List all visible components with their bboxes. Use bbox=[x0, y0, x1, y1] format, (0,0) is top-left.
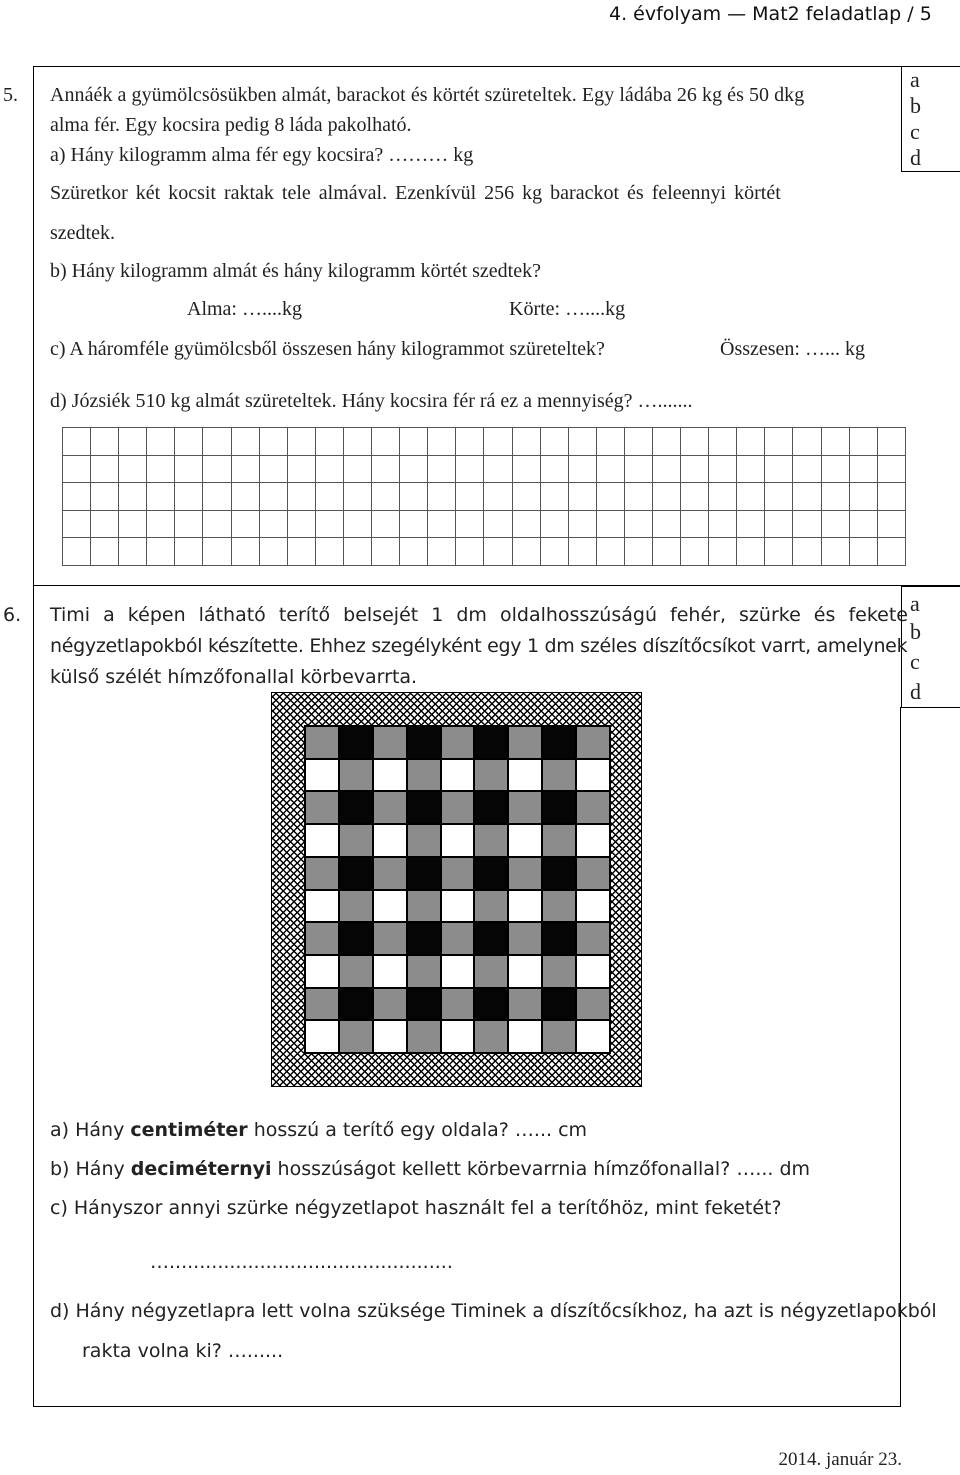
tablecloth-tile-gray bbox=[305, 922, 339, 955]
tablecloth-tile-black bbox=[339, 791, 373, 824]
qb-prefix: b) Hány bbox=[50, 1158, 131, 1180]
tablecloth-tile-gray bbox=[474, 955, 508, 988]
task5-bottom-border bbox=[33, 585, 960, 586]
tablecloth-tile-gray bbox=[474, 1020, 508, 1053]
tablecloth-tile-white bbox=[305, 824, 339, 857]
tablecloth-tile-gray bbox=[508, 857, 542, 890]
tablecloth-tile-gray bbox=[305, 857, 339, 890]
task6-left-border bbox=[33, 586, 34, 1406]
qb-bold: deciméternyi bbox=[130, 1158, 272, 1180]
answer-alma: Alma: …....kg bbox=[187, 298, 302, 320]
tablecloth-tile-black bbox=[542, 857, 576, 890]
tablecloth-tile-gray bbox=[373, 857, 407, 890]
tablecloth-tile-white bbox=[305, 1020, 339, 1053]
tablecloth-tile-white bbox=[508, 1020, 542, 1053]
tablecloth-tile-gray bbox=[441, 922, 475, 955]
tablecloth-tile-black bbox=[542, 791, 576, 824]
grid-row bbox=[63, 483, 906, 511]
tablecloth-tile-gray bbox=[441, 791, 475, 824]
task5-line1: Annáék a gyümölcsösükben almát, barackot és körtét szüreteltek. Egy ládába 26 kg és 50 dkg bbox=[50, 84, 805, 106]
tablecloth-tile-gray bbox=[305, 988, 339, 1021]
qb-suffix: hosszúságot kellett körbevarrnia hímzőfonallal? …... dm bbox=[271, 1158, 811, 1180]
task5-question-d: d) Józsiék 510 kg almát szüreteltek. Hány kocsira fér rá ez a mennyiség? …....... bbox=[50, 390, 693, 412]
tablecloth-tile-white bbox=[373, 759, 407, 792]
tablecloth-tile-black bbox=[407, 857, 441, 890]
tablecloth-inner-grid bbox=[304, 725, 611, 1054]
tablecloth-tile-white bbox=[441, 759, 475, 792]
grid-row bbox=[63, 428, 906, 456]
tablecloth-tile-gray bbox=[508, 922, 542, 955]
tablecloth-tile-black bbox=[339, 726, 373, 759]
tablecloth-tile-white bbox=[441, 955, 475, 988]
tablecloth-tile-gray bbox=[542, 955, 576, 988]
task6-question-d-line2: rakta volna ki? …...... bbox=[82, 1340, 284, 1362]
tablecloth-tile-gray bbox=[373, 922, 407, 955]
tablecloth-tile-gray bbox=[407, 759, 441, 792]
task5-score-box bbox=[901, 66, 960, 172]
tablecloth-tile-white bbox=[305, 890, 339, 923]
tablecloth-tile-white bbox=[305, 955, 339, 988]
tablecloth-tile-black bbox=[542, 922, 576, 955]
tablecloth-tile-black bbox=[474, 922, 508, 955]
grid-row bbox=[63, 510, 906, 538]
score-letter-b: b bbox=[910, 619, 921, 644]
tablecloth-tile-white bbox=[441, 824, 475, 857]
tablecloth-tile-gray bbox=[339, 824, 373, 857]
tablecloth-tile-gray bbox=[508, 988, 542, 1021]
tablecloth-tile-black bbox=[339, 988, 373, 1021]
task6-para-line3: külső szélét hímzőfonallal körbevarrta. bbox=[50, 666, 418, 688]
tablecloth-tile-gray bbox=[339, 1020, 373, 1053]
tablecloth-tile-white bbox=[373, 890, 407, 923]
tablecloth-tile-gray bbox=[542, 890, 576, 923]
tablecloth-tile-black bbox=[542, 988, 576, 1021]
tablecloth-tile-gray bbox=[441, 726, 475, 759]
tablecloth-tile-black bbox=[339, 857, 373, 890]
tablecloth-tile-gray bbox=[339, 955, 373, 988]
task5-question-a: a) Hány kilogramm alma fér egy kocsira? ……… kg bbox=[50, 144, 474, 166]
tablecloth-tile-black bbox=[407, 791, 441, 824]
tablecloth-tile-gray bbox=[407, 890, 441, 923]
tablecloth-tile-gray bbox=[407, 824, 441, 857]
tablecloth-tile-gray bbox=[339, 890, 373, 923]
tablecloth-tile-white bbox=[576, 759, 610, 792]
tablecloth-tile-white bbox=[305, 759, 339, 792]
tablecloth-tile-white bbox=[508, 759, 542, 792]
task6-score-box bbox=[901, 586, 960, 708]
tablecloth-tile-black bbox=[407, 922, 441, 955]
tablecloth-tile-gray bbox=[576, 726, 610, 759]
task5-left-border bbox=[33, 66, 34, 586]
score-letter-c: c bbox=[910, 119, 920, 144]
tablecloth-tile-black bbox=[407, 726, 441, 759]
tablecloth-tile-gray bbox=[441, 988, 475, 1021]
tablecloth-tile-gray bbox=[305, 726, 339, 759]
tablecloth-tile-white bbox=[508, 955, 542, 988]
score-letter-b: b bbox=[910, 93, 921, 118]
tablecloth-tile-gray bbox=[542, 759, 576, 792]
tablecloth-tile-gray bbox=[305, 791, 339, 824]
tablecloth-tile-white bbox=[576, 824, 610, 857]
task6-para-line1: Timi a képen látható terítő belsejét 1 dm oldalhosszúságú fehér, szürke és fekete bbox=[50, 604, 908, 626]
task5-top-border bbox=[33, 66, 960, 67]
tablecloth-tile-black bbox=[474, 791, 508, 824]
score-letter-c: c bbox=[910, 649, 920, 674]
tablecloth-tile-white bbox=[373, 1020, 407, 1053]
tablecloth-tile-gray bbox=[339, 759, 373, 792]
tablecloth-tile-gray bbox=[373, 726, 407, 759]
tablecloth-tile-black bbox=[542, 726, 576, 759]
task6-question-b bbox=[50, 1158, 810, 1180]
tablecloth-tile-white bbox=[441, 890, 475, 923]
task6-number: 6. bbox=[3, 604, 22, 626]
answer-korte: Körte: …....kg bbox=[509, 298, 626, 320]
tablecloth-tile-white bbox=[576, 1020, 610, 1053]
tablecloth-tile-black bbox=[407, 988, 441, 1021]
task5-number: 5. bbox=[3, 84, 18, 106]
tablecloth-tile-white bbox=[508, 824, 542, 857]
task6-question-c: c) Hányszor annyi szürke négyzetlapot használt fel a terítőhöz, mint feketét? bbox=[50, 1197, 782, 1219]
task6-answer-c: …............................................... bbox=[150, 1251, 453, 1273]
task6-question-a bbox=[50, 1119, 587, 1141]
qa-prefix: a) Hány bbox=[50, 1119, 131, 1141]
score-letter-a: a bbox=[910, 67, 920, 92]
tablecloth-tile-gray bbox=[441, 857, 475, 890]
qa-bold: centiméter bbox=[130, 1119, 248, 1141]
task6-para-line2: négyzetlapokból készítette. Ehhez szegélyként egy 1 dm széles díszítőcsíkot varrt, amelynek bbox=[50, 635, 908, 657]
tablecloth-tile-gray bbox=[474, 890, 508, 923]
tablecloth-tile-black bbox=[474, 726, 508, 759]
tablecloth-tile-gray bbox=[576, 988, 610, 1021]
task6-question-d-line1: d) Hány négyzetlapra lett volna szüksége Timinek a díszítőcsíkhoz, ha azt is négyzetlapokból bbox=[50, 1300, 937, 1322]
tablecloth-tile-white bbox=[373, 824, 407, 857]
task5-question-b: b) Hány kilogramm almát és hány kilogramm körtét szedtek? bbox=[50, 260, 541, 282]
task5-line4: szedtek. bbox=[50, 222, 115, 244]
tablecloth-tile-black bbox=[474, 857, 508, 890]
qa-suffix: hosszú a terítő egy oldala? …... cm bbox=[247, 1119, 588, 1141]
score-letter-a: a bbox=[910, 591, 920, 616]
tablecloth-tile-gray bbox=[576, 922, 610, 955]
score-letter-d: d bbox=[910, 145, 921, 170]
answer-osszesen: Összesen: …... kg bbox=[720, 338, 865, 360]
work-grid bbox=[62, 427, 906, 566]
score-letter-d: d bbox=[910, 679, 921, 704]
tablecloth-tile-white bbox=[508, 890, 542, 923]
tablecloth-tile-gray bbox=[474, 824, 508, 857]
tablecloth-tile-gray bbox=[576, 791, 610, 824]
tablecloth-tile-gray bbox=[407, 1020, 441, 1053]
tablecloth-tile-gray bbox=[373, 791, 407, 824]
tablecloth-tile-black bbox=[339, 922, 373, 955]
grid-row bbox=[63, 455, 906, 483]
tablecloth-tile-gray bbox=[508, 726, 542, 759]
tablecloth-tile-white bbox=[576, 890, 610, 923]
tablecloth-tile-gray bbox=[474, 759, 508, 792]
tablecloth-tile-white bbox=[576, 955, 610, 988]
footer-date: 2014. január 23. bbox=[778, 1449, 902, 1470]
tablecloth-tile-gray bbox=[576, 857, 610, 890]
tablecloth-tile-gray bbox=[508, 791, 542, 824]
task5-question-c: c) A háromféle gyümölcsből összesen hány kilogrammot szüreteltek? bbox=[50, 338, 605, 360]
grid-row bbox=[63, 538, 906, 566]
tablecloth-tile-gray bbox=[542, 1020, 576, 1053]
page-header: 4. évfolyam — Mat2 feladatlap / 5 bbox=[609, 3, 932, 25]
tablecloth-tile-black bbox=[474, 988, 508, 1021]
task6-bottom-border bbox=[33, 1406, 901, 1407]
tablecloth-tile-white bbox=[441, 1020, 475, 1053]
task5-line2: alma fér. Egy kocsira pedig 8 láda pakolható. bbox=[50, 114, 412, 136]
tablecloth-tile-gray bbox=[373, 988, 407, 1021]
tablecloth-tile-white bbox=[373, 955, 407, 988]
task5-line3: Szüretkor két kocsit raktak tele almával. Ezenkívül 256 kg barackot és feleennyi körtét bbox=[50, 182, 781, 204]
tablecloth-figure bbox=[271, 692, 642, 1087]
tablecloth-tile-gray bbox=[542, 824, 576, 857]
tablecloth-tile-gray bbox=[407, 955, 441, 988]
